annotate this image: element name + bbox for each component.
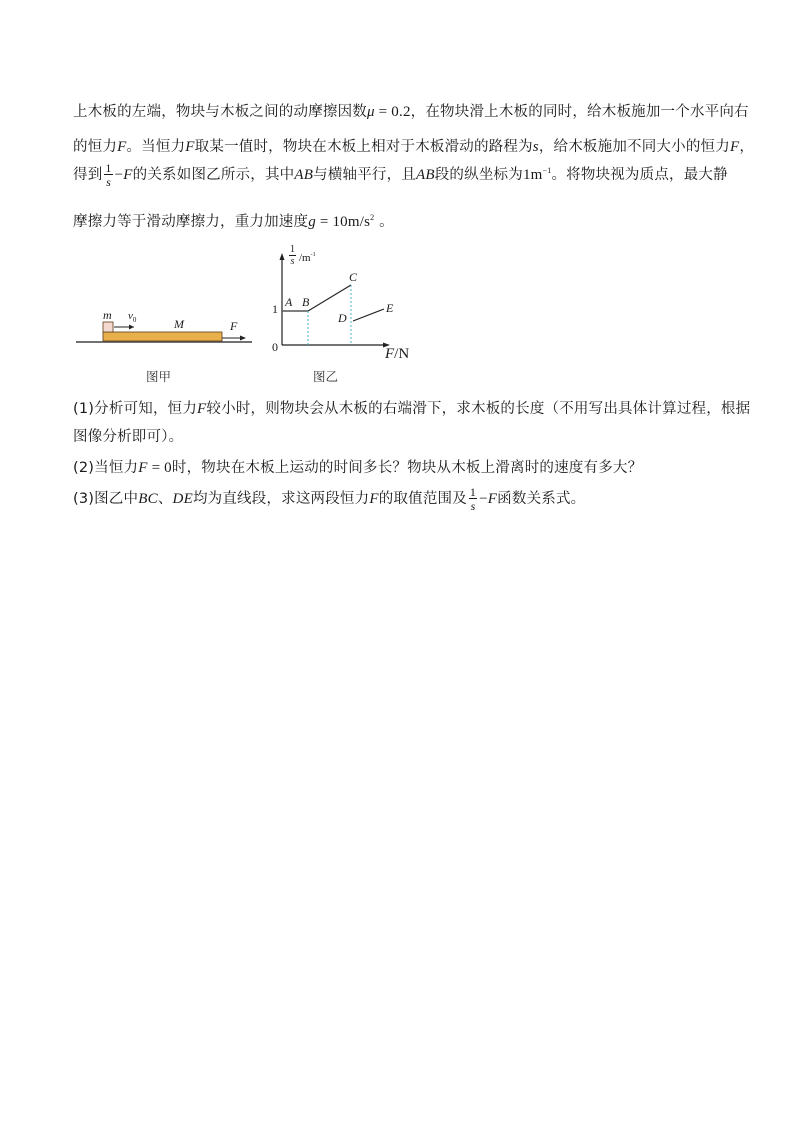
text: 得到 (73, 167, 103, 183)
var-g: g (308, 214, 316, 230)
unit-sup: −1 (542, 166, 552, 175)
text: 。 (374, 214, 394, 230)
text: 取某一值时，物块在木板上相对于木板滑动的路程为 (194, 139, 533, 155)
var-F: F (729, 139, 740, 155)
text: 时，物块在木板上运动的时间多长？物块从木板上滑离时的速度有多大？ (171, 460, 643, 476)
text: 。将物块视为质点，最大静 (551, 167, 728, 183)
text: 摩擦力等于滑动摩擦力，重力加速度 (73, 214, 309, 230)
point-B: B (302, 295, 310, 309)
figure-caption: 图乙 (313, 369, 339, 384)
point-C: C (349, 270, 358, 284)
v-sub: 0 (132, 316, 137, 325)
text: ，在物块滑上木板的同时，给木板施加一个水平向右 (410, 104, 749, 120)
problem-line-3 (73, 162, 728, 188)
fraction-1-over-s (469, 486, 477, 512)
text: 、 (157, 491, 173, 507)
mu-symbol: μ (367, 104, 375, 120)
point-E: E (386, 301, 394, 315)
problem-line-1 (73, 100, 749, 121)
var-F: F (369, 491, 379, 507)
text: 。当恒力 (126, 139, 186, 155)
figure-yi (262, 243, 422, 388)
minus: − (114, 167, 124, 183)
eq: = 0 (147, 460, 172, 476)
text: (1)分析可知，恒力 (73, 401, 198, 417)
frac-den: s (470, 499, 476, 513)
segment-AB: AB (416, 167, 435, 183)
question-3 (73, 486, 585, 512)
frac-num: 1 (469, 485, 477, 499)
figure-caption: 图甲 (146, 369, 172, 384)
F: F (385, 346, 395, 362)
frac-num: 1 (105, 161, 112, 175)
y-tick-1: 1 (272, 302, 278, 316)
unit: /N (394, 346, 410, 362)
var-s: s (532, 139, 539, 155)
board-label: M (174, 317, 184, 331)
point-D: D (338, 311, 347, 325)
text: 与横轴平行，且 (313, 167, 416, 183)
velocity-label (128, 310, 136, 324)
var-F: F (117, 139, 127, 155)
text: 段的纵坐标为 (434, 167, 523, 183)
unit: 1m (522, 167, 543, 183)
text: 较小时，则物块会从木板的右端滑下，求木板的长度（不用写出具体计算过程，根据 (206, 401, 751, 417)
point-A: A (285, 295, 293, 309)
v: v (128, 310, 133, 322)
segment-DE: DE (172, 491, 193, 507)
text: 图像分析即可）。 (73, 429, 184, 445)
g-sup: 2 (370, 213, 375, 222)
unit-sup: -1 (310, 252, 316, 258)
y-axis-label (289, 245, 296, 267)
frac-den: s (290, 256, 295, 267)
var-F: F (138, 460, 148, 476)
text: (2)当恒力 (73, 460, 139, 476)
block-label: m (103, 308, 112, 322)
var-F: F (123, 167, 133, 183)
problem-line-4 (73, 210, 394, 231)
frac-den: s (106, 175, 111, 189)
var-F: F (185, 139, 195, 155)
text: 函数关系式。 (497, 491, 586, 507)
question-1-line-2 (73, 425, 183, 446)
y-axis-unit (299, 252, 316, 264)
text: 均为直线段，求这两段恒力 (192, 491, 370, 507)
text: ，给木板施加不同大小的恒力 (538, 139, 730, 155)
var-F: F (487, 491, 498, 507)
text: 的取值范围及 (378, 491, 467, 507)
x-axis-label (385, 346, 409, 363)
segment-AB: AB (294, 167, 314, 183)
segment-BC: BC (138, 491, 158, 507)
g-value: = 10m/s (315, 214, 371, 230)
question-1-line-1 (73, 397, 750, 418)
problem-line-2 (73, 135, 754, 156)
origin-label: 0 (272, 340, 278, 354)
text: ， (739, 139, 755, 155)
frac-num: 1 (290, 244, 295, 255)
text: 上木板的左端，物块与木板之间的动摩擦因数 (73, 104, 367, 120)
unit: /m (299, 252, 311, 264)
text: 的恒力 (73, 139, 118, 155)
var-F: F (197, 401, 207, 417)
force-label: F (230, 319, 238, 333)
mu-value: = 0.2 (374, 104, 411, 120)
minus: − (479, 491, 488, 507)
figure-jia (70, 305, 260, 395)
text: 的关系如图乙所示，其中 (132, 167, 295, 183)
text: (3)图乙中 (73, 491, 139, 507)
fraction-1-over-s (104, 162, 112, 188)
question-2 (73, 456, 642, 477)
